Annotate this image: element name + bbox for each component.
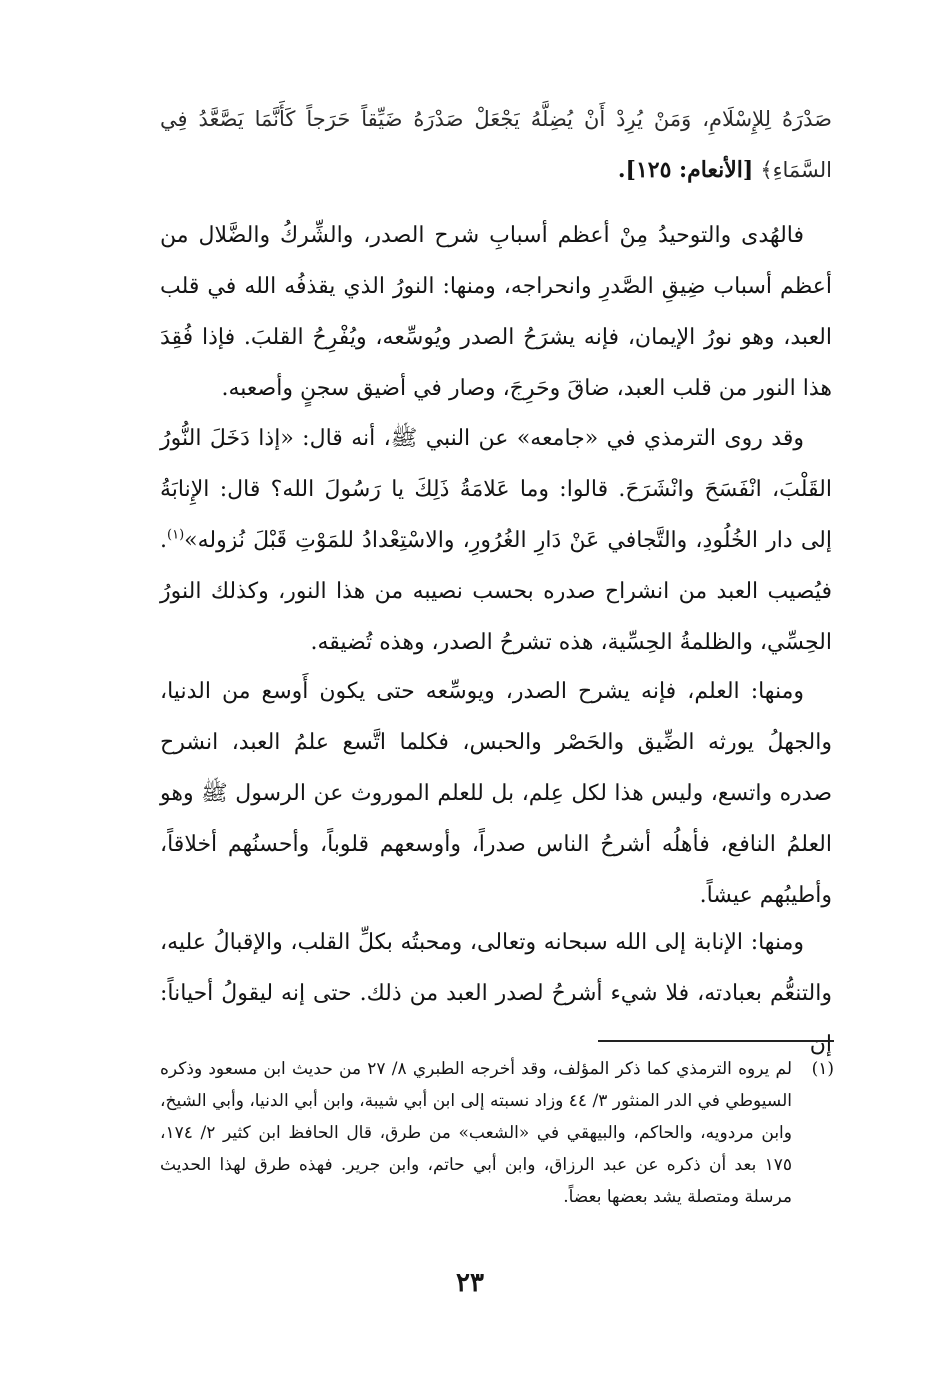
paragraph-inaba (160, 917, 832, 1070)
footnote-reference-mark[interactable]: (١) (167, 527, 185, 543)
body-paragraph: ومنها: الإنابة إلى الله سبحانه وتعالى، ومحبتُه بكلِّ القلب، والإقبالُ عليه، والتنعُّم بعبادته، فلا شيء أشرحُ لصدر العبد من ذلك. حتى إنه ليقولُ أحياناً: إن (160, 930, 832, 1057)
hadith-text: وقد روى الترمذي في «جامعه» عن النبي ﷺ، أنه قال: «إذا دَخَلَ النُّورُ القَلْبَ، انْفَسَحَ وانْشَرَحَ. قالوا: وما عَلامَةُ ذَلِكَ يا رَسُولَ الله؟ قال: الإِنابَةُ إلى دار الخُلُودِ، والتَّجافي عَنْ دَارِ الغُرُورِ، والاسْتِعْدادُ للمَوْتِ قَبْلَ نُزوله» (160, 426, 832, 553)
verse-continuation (160, 94, 832, 196)
footnote-number: (١) (811, 1059, 834, 1079)
paragraph-guidance (160, 210, 832, 414)
hadith-paragraph (160, 413, 832, 668)
paragraph-hadith (160, 413, 832, 668)
quran-verse-paragraph (160, 94, 832, 196)
body-paragraph: فالهُدى والتوحيدُ مِنْ أعظم أسبابِ شرح الصدر، والشِّركُ والضَّلال من أعظم أسباب ضِيقِ الصَّدرِ وانحراجه، ومنها: النورُ الذي يقذفُه الله في قلب العبد، وهو نورُ الإيمان، فإنه يشرَحُ الصدر ويُوسِّعه، ويُفْرِحُ القلبَ. فإذا فُقِدَ هذا النور من قلب العبد، ضاقَ وحَرِجَ، وصار في أضيق سجنٍ وأصعبه. (160, 223, 832, 401)
quran-verse-reference: [الأنعام: ١٢٥]. (617, 157, 754, 183)
footnote-item (160, 1053, 834, 1213)
hadith-continuation-text: . فيُصيب العبد من انشراح صدره بحسب نصيبه من هذا النور، وكذلك النورُ الحِسِّي، والظلمةُ الحِسِّية، هذه تشرحُ الصدر، وهذه تُضيقه. (160, 528, 832, 655)
footnote-text: لم يروه الترمذي كما ذكر المؤلف، وقد أخرجه الطبري ٨/ ٢٧ من حديث ابن مسعود وذكره السيوطي في الدر المنثور ٣/ ٤٤ وزاد نسبته إلى ابن أبي شيبة، وابن أبي الدنيا، وأبي الشيخ، وابن مردويه، والحاكم، والبيهقي في «الشعب» من طرق، قال الحافظ ابن كثير ٢/ ١٧٤، ١٧٥ بعد أن ذكره عن عبد الرزاق، وابن أبي حاتم، وابن جرير. فهذه طرق لهذا الحديث مرسلة ومتصلة يشد بعضها بعضاً. (160, 1059, 792, 1207)
body-paragraph: ومنها: العلم، فإنه يشرح الصدر، ويوسِّعه حتى يكون أَوسع من الدنيا، والجهلُ يورثه الضِّيق والحَصْر والحبس، فكلما اتَّسع علمُ العبد، انشرح صدره واتسع، وليس هذا لكل عِلم، بل للعلم الموروث عن الرسول ﷺ وهو العلمُ النافع، فأهلُه أشرحُ الناس صدراً، وأوسعهم قلوباً، وأحسنُهم أخلاقاً، وأطيبُهم عيشاً. (160, 679, 832, 908)
paragraph-knowledge (160, 666, 832, 921)
page-number: ٢٣ (456, 1268, 484, 1298)
quran-verse-text: صَدْرَهُ لِلإِسْلَامِ، وَمَنْ يُرِدْ أَنْ يُضِلَّهُ يَجْعَلْ صَدْرَهُ ضَيِّقاً حَرَجاً كَأَنَّمَا يَصَّعَّدُ فِي السَّمَاءِ﴾ (160, 107, 832, 182)
footnote-divider (598, 1040, 834, 1042)
footnotes-section (160, 1053, 834, 1213)
